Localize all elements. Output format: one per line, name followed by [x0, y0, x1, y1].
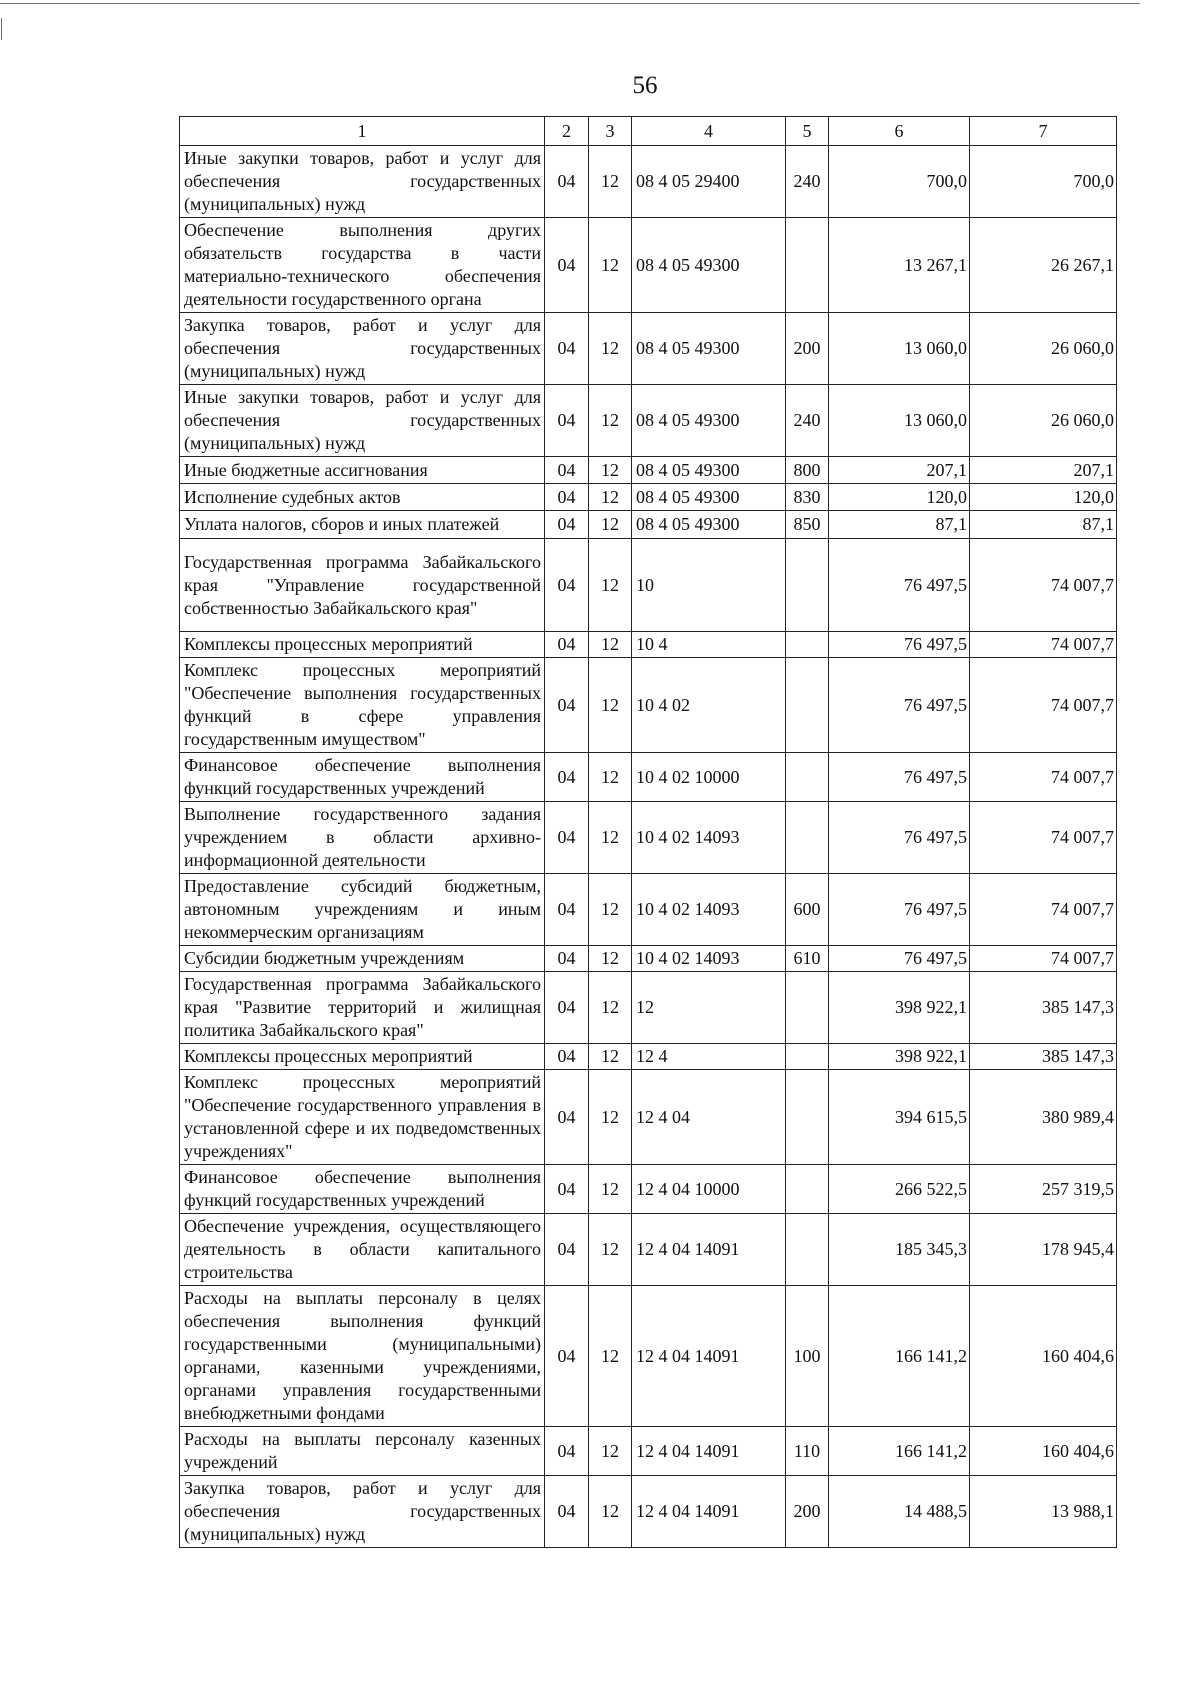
target-article-cell: 10 4 02 [632, 658, 786, 753]
expense-type-cell [786, 632, 829, 658]
expense-type-cell: 240 [786, 146, 829, 218]
row-name-cell: Комплекс процессных мероприятий "Обеспечение выполнения государственных функций в сфере управления государственным имуществом" [180, 658, 545, 753]
amount-col6-cell: 398 922,1 [829, 972, 970, 1044]
row-name-cell: Исполнение судебных актов [180, 484, 545, 511]
amount-col7-cell: 700,0 [970, 146, 1117, 218]
expense-type-cell [786, 753, 829, 802]
header-cell: 5 [786, 117, 829, 146]
subsection-code-cell: 12 [589, 1044, 632, 1070]
section-code-cell: 04 [545, 313, 589, 385]
table-row [180, 1044, 1117, 1070]
section-code-cell: 04 [545, 385, 589, 457]
row-name-cell: Предоставление субсидий бюджетным, автономным учреждениям и иным некоммерческим организациям [180, 874, 545, 946]
subsection-code-cell: 12 [589, 753, 632, 802]
section-code-cell: 04 [545, 753, 589, 802]
target-article-cell: 12 4 04 10000 [632, 1165, 786, 1214]
expense-type-cell: 200 [786, 1476, 829, 1548]
row-name-cell: Расходы на выплаты персоналу в целях обеспечения выполнения функций государственными (муниципальными) органами, казенными учреждениями, органами управления государственными внебюджетными фондами [180, 1286, 545, 1427]
table-row [180, 1165, 1117, 1214]
table-row [180, 874, 1117, 946]
section-code-cell: 04 [545, 457, 589, 484]
target-article-cell: 08 4 05 29400 [632, 146, 786, 218]
target-article-cell: 08 4 05 49300 [632, 484, 786, 511]
expense-type-cell [786, 218, 829, 313]
amount-col6-cell: 394 615,5 [829, 1070, 970, 1165]
amount-col6-cell: 76 497,5 [829, 802, 970, 874]
subsection-code-cell: 12 [589, 658, 632, 753]
header-cell: 2 [545, 117, 589, 146]
section-code-cell: 04 [545, 632, 589, 658]
page-number: 56 [632, 72, 658, 99]
subsection-code-cell: 12 [589, 1286, 632, 1427]
amount-col6-cell: 166 141,2 [829, 1286, 970, 1427]
row-name-cell: Государственная программа Забайкальского края "Управление государственной собственностью Забайкальского края" [180, 539, 545, 632]
subsection-code-cell: 12 [589, 313, 632, 385]
target-article-cell: 08 4 05 49300 [632, 457, 786, 484]
table-row [180, 972, 1117, 1044]
target-article-cell: 10 4 02 14093 [632, 874, 786, 946]
target-article-cell: 10 [632, 539, 786, 632]
amount-col7-cell: 160 404,6 [970, 1286, 1117, 1427]
amount-col6-cell: 76 497,5 [829, 874, 970, 946]
table-row [180, 484, 1117, 511]
amount-col6-cell: 76 497,5 [829, 539, 970, 632]
target-article-cell: 08 4 05 49300 [632, 385, 786, 457]
amount-col6-cell: 87,1 [829, 511, 970, 539]
table-row [180, 539, 1117, 632]
expense-type-cell: 850 [786, 511, 829, 539]
table-row [180, 753, 1117, 802]
expense-type-cell: 600 [786, 874, 829, 946]
expense-type-cell: 800 [786, 457, 829, 484]
section-code-cell: 04 [545, 658, 589, 753]
target-article-cell: 12 [632, 972, 786, 1044]
subsection-code-cell: 12 [589, 457, 632, 484]
table-row [180, 313, 1117, 385]
table-row [180, 218, 1117, 313]
target-article-cell: 10 4 [632, 632, 786, 658]
row-name-cell: Государственная программа Забайкальского края "Развитие территорий и жилищная политика Забайкальского края" [180, 972, 545, 1044]
amount-col7-cell: 74 007,7 [970, 539, 1117, 632]
section-code-cell: 04 [545, 146, 589, 218]
row-name-cell: Обеспечение выполнения других обязательств государства в части материально-технического обеспечения деятельности государственного органа [180, 218, 545, 313]
expense-type-cell: 240 [786, 385, 829, 457]
row-name-cell: Иные бюджетные ассигнования [180, 457, 545, 484]
amount-col6-cell: 13 267,1 [829, 218, 970, 313]
row-name-cell: Уплата налогов, сборов и иных платежей [180, 511, 545, 539]
amount-col7-cell: 26 060,0 [970, 385, 1117, 457]
target-article-cell: 08 4 05 49300 [632, 313, 786, 385]
expense-type-cell [786, 972, 829, 1044]
table-row [180, 457, 1117, 484]
header-cell: 1 [180, 117, 545, 146]
expense-type-cell [786, 539, 829, 632]
section-code-cell: 04 [545, 972, 589, 1044]
section-code-cell: 04 [545, 874, 589, 946]
row-name-cell: Выполнение государственного задания учреждением в области архивно-информационной деятельности [180, 802, 545, 874]
table-row [180, 802, 1117, 874]
header-cell: 7 [970, 117, 1117, 146]
subsection-code-cell: 12 [589, 1165, 632, 1214]
expense-type-cell [786, 1165, 829, 1214]
amount-col6-cell: 266 522,5 [829, 1165, 970, 1214]
section-code-cell: 04 [545, 511, 589, 539]
amount-col7-cell: 74 007,7 [970, 946, 1117, 972]
subsection-code-cell: 12 [589, 946, 632, 972]
amount-col7-cell: 257 319,5 [970, 1165, 1117, 1214]
amount-col7-cell: 385 147,3 [970, 972, 1117, 1044]
section-code-cell: 04 [545, 539, 589, 632]
section-code-cell: 04 [545, 1165, 589, 1214]
amount-col6-cell: 166 141,2 [829, 1427, 970, 1476]
section-code-cell: 04 [545, 218, 589, 313]
subsection-code-cell: 12 [589, 1427, 632, 1476]
subsection-code-cell: 12 [589, 511, 632, 539]
scan-top-rule [0, 3, 1140, 4]
table-row [180, 1070, 1117, 1165]
subsection-code-cell: 12 [589, 146, 632, 218]
target-article-cell: 10 4 02 14093 [632, 946, 786, 972]
amount-col7-cell: 74 007,7 [970, 874, 1117, 946]
amount-col7-cell: 178 945,4 [970, 1214, 1117, 1286]
expense-type-cell [786, 802, 829, 874]
table-row [180, 511, 1117, 539]
subsection-code-cell: 12 [589, 632, 632, 658]
amount-col7-cell: 87,1 [970, 511, 1117, 539]
subsection-code-cell: 12 [589, 539, 632, 632]
row-name-cell: Обеспечение учреждения, осуществляющего деятельность в области капитального строительства [180, 1214, 545, 1286]
target-article-cell: 12 4 04 14091 [632, 1214, 786, 1286]
target-article-cell: 12 4 04 14091 [632, 1286, 786, 1427]
subsection-code-cell: 12 [589, 218, 632, 313]
target-article-cell: 12 4 04 14091 [632, 1427, 786, 1476]
amount-col6-cell: 14 488,5 [829, 1476, 970, 1548]
header-cell: 6 [829, 117, 970, 146]
budget-table [179, 116, 1117, 1548]
table-row [180, 385, 1117, 457]
expense-type-cell [786, 1214, 829, 1286]
target-article-cell: 12 4 04 [632, 1070, 786, 1165]
row-name-cell: Закупка товаров, работ и услуг для обеспечения государственных (муниципальных) нужд [180, 1476, 545, 1548]
row-name-cell: Иные закупки товаров, работ и услуг для обеспечения государственных (муниципальных) нужд [180, 385, 545, 457]
expense-type-cell: 110 [786, 1427, 829, 1476]
amount-col7-cell: 120,0 [970, 484, 1117, 511]
amount-col6-cell: 398 922,1 [829, 1044, 970, 1070]
expense-type-cell [786, 1044, 829, 1070]
section-code-cell: 04 [545, 1070, 589, 1165]
section-code-cell: 04 [545, 802, 589, 874]
amount-col6-cell: 700,0 [829, 146, 970, 218]
expense-type-cell: 100 [786, 1286, 829, 1427]
amount-col7-cell: 380 989,4 [970, 1070, 1117, 1165]
amount-col7-cell: 26 267,1 [970, 218, 1117, 313]
amount-col6-cell: 76 497,5 [829, 632, 970, 658]
amount-col6-cell: 207,1 [829, 457, 970, 484]
amount-col7-cell: 74 007,7 [970, 802, 1117, 874]
expense-type-cell: 610 [786, 946, 829, 972]
row-name-cell: Комплекс процессных мероприятий "Обеспечение государственного управления в установленной сфере и их подведомственных учреждениях" [180, 1070, 545, 1165]
subsection-code-cell: 12 [589, 972, 632, 1044]
table-header-row [180, 117, 1117, 146]
table-row [180, 1427, 1117, 1476]
table-row [180, 632, 1117, 658]
row-name-cell: Субсидии бюджетным учреждениям [180, 946, 545, 972]
table-row [180, 1214, 1117, 1286]
header-cell: 3 [589, 117, 632, 146]
expense-type-cell: 200 [786, 313, 829, 385]
subsection-code-cell: 12 [589, 1070, 632, 1165]
section-code-cell: 04 [545, 946, 589, 972]
target-article-cell: 12 4 04 14091 [632, 1476, 786, 1548]
table-row [180, 946, 1117, 972]
amount-col7-cell: 26 060,0 [970, 313, 1117, 385]
amount-col7-cell: 74 007,7 [970, 632, 1117, 658]
table-row [180, 1476, 1117, 1548]
target-article-cell: 12 4 [632, 1044, 786, 1070]
section-code-cell: 04 [545, 484, 589, 511]
expense-type-cell [786, 658, 829, 753]
table-row [180, 658, 1117, 753]
row-name-cell: Расходы на выплаты персоналу казенных учреждений [180, 1427, 545, 1476]
row-name-cell: Комплексы процессных мероприятий [180, 1044, 545, 1070]
table-row [180, 146, 1117, 218]
row-name-cell: Закупка товаров, работ и услуг для обеспечения государственных (муниципальных) нужд [180, 313, 545, 385]
target-article-cell: 08 4 05 49300 [632, 511, 786, 539]
subsection-code-cell: 12 [589, 1214, 632, 1286]
row-name-cell: Финансовое обеспечение выполнения функций государственных учреждений [180, 753, 545, 802]
subsection-code-cell: 12 [589, 874, 632, 946]
expense-type-cell: 830 [786, 484, 829, 511]
amount-col6-cell: 76 497,5 [829, 946, 970, 972]
amount-col7-cell: 160 404,6 [970, 1427, 1117, 1476]
section-code-cell: 04 [545, 1286, 589, 1427]
subsection-code-cell: 12 [589, 385, 632, 457]
section-code-cell: 04 [545, 1044, 589, 1070]
target-article-cell: 08 4 05 49300 [632, 218, 786, 313]
scan-edge-mark [1, 18, 2, 40]
table-row [180, 1286, 1117, 1427]
amount-col6-cell: 120,0 [829, 484, 970, 511]
amount-col6-cell: 76 497,5 [829, 658, 970, 753]
amount-col6-cell: 76 497,5 [829, 753, 970, 802]
section-code-cell: 04 [545, 1476, 589, 1548]
amount-col7-cell: 13 988,1 [970, 1476, 1117, 1548]
subsection-code-cell: 12 [589, 484, 632, 511]
header-cell: 4 [632, 117, 786, 146]
amount-col6-cell: 13 060,0 [829, 385, 970, 457]
amount-col7-cell: 385 147,3 [970, 1044, 1117, 1070]
amount-col6-cell: 185 345,3 [829, 1214, 970, 1286]
row-name-cell: Финансовое обеспечение выполнения функций государственных учреждений [180, 1165, 545, 1214]
amount-col7-cell: 74 007,7 [970, 753, 1117, 802]
amount-col7-cell: 74 007,7 [970, 658, 1117, 753]
amount-col7-cell: 207,1 [970, 457, 1117, 484]
target-article-cell: 10 4 02 10000 [632, 753, 786, 802]
amount-col6-cell: 13 060,0 [829, 313, 970, 385]
row-name-cell: Иные закупки товаров, работ и услуг для обеспечения государственных (муниципальных) нужд [180, 146, 545, 218]
row-name-cell: Комплексы процессных мероприятий [180, 632, 545, 658]
section-code-cell: 04 [545, 1214, 589, 1286]
subsection-code-cell: 12 [589, 1476, 632, 1548]
subsection-code-cell: 12 [589, 802, 632, 874]
target-article-cell: 10 4 02 14093 [632, 802, 786, 874]
section-code-cell: 04 [545, 1427, 589, 1476]
expense-type-cell [786, 1070, 829, 1165]
